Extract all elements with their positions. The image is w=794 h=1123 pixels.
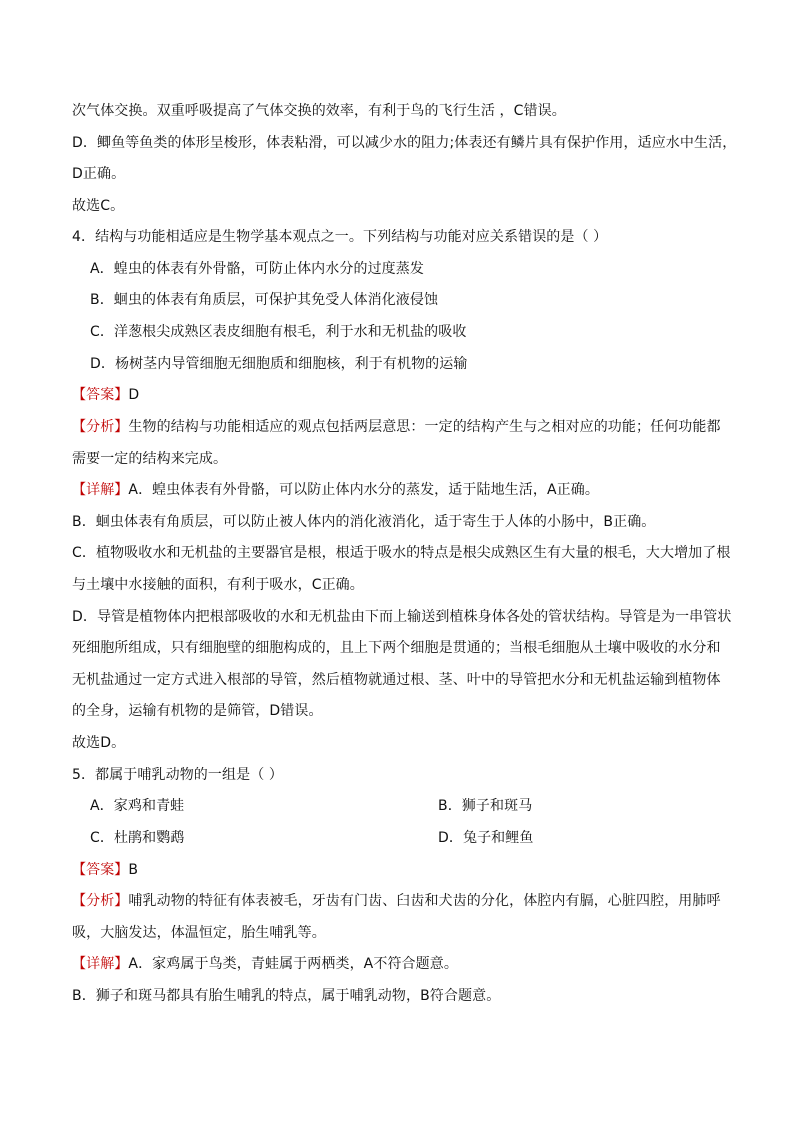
analysis-text: 哺乳动物的特征有体表被毛，牙齿有门齿、臼齿和犬齿的分化，体腔内有膈，心脏四腔，用肺呼	[128, 893, 721, 909]
q5-option-b: B．狮子和斑马	[438, 798, 533, 814]
answer-value: B	[128, 862, 139, 878]
q5-detail	[72, 954, 458, 974]
detail-text: A．蝗虫体表有外骨骼，可以防止体内水分的蒸发，适于陆地生活，A正确。	[128, 482, 599, 498]
q5-analysis-cont: 吸，大脑发达，体温恒定，胎生哺乳等。	[72, 925, 326, 941]
q4-stem: 4．结构与功能相适应是生物学基本观点之一。下列结构与功能对应关系错误的是（ ）	[72, 229, 608, 245]
q4-option-b: B．蛔虫的体表有角质层，可保护其免受人体消化液侵蚀	[90, 292, 439, 308]
q4-analysis-cont: 需要一定的结构来完成。	[72, 451, 228, 467]
q4-analysis	[72, 417, 721, 437]
q4-detail-d2: 死细胞所组成，只有细胞壁的细胞构成的，且上下两个细胞是贯通的；当根毛细胞从土壤中吸收的水分和	[72, 640, 721, 656]
analysis-tag: 【分析】	[72, 419, 129, 435]
q5-analysis	[72, 891, 721, 911]
q4-detail-b: B．蛔虫体表有角质层，可以防止被人体内的消化液消化，适于寄生于人体的小肠中，B正确。	[72, 514, 656, 530]
q5-option-c: C．杜鹃和鹦鹉	[90, 830, 185, 846]
q5-detail-b: B．狮子和斑马都具有胎生哺乳的特点，属于哺乳动物，B符合题意。	[72, 988, 501, 1004]
q4-answer	[72, 385, 139, 405]
q5-stem: 5．都属于哺乳动物的一组是（ ）	[72, 767, 283, 783]
q5-answer	[72, 860, 138, 880]
q4-detail-c1: C．植物吸收水和无机盐的主要器官是根，根适于吸水的特点是根尖成熟区生有大量的根毛，大大增加了根	[72, 545, 731, 561]
prev-line-4: 故选C。	[72, 198, 125, 214]
q5-options-row-2	[90, 828, 534, 848]
detail-text: A．家鸡属于鸟类，青蛙属于两栖类，A不符合题意。	[128, 956, 458, 972]
q4-detail-d4: 的全身，运输有机物的是筛管，D错误。	[72, 703, 323, 719]
detail-tag: 【详解】	[72, 956, 129, 972]
q4-detail-d3: 无机盐通过一定方式进入根部的导管，然后植物就通过根、茎、叶中的导管把水分和无机盐运输到植物体	[72, 672, 721, 688]
detail-tag: 【详解】	[72, 482, 129, 498]
q5-option-d: D．兔子和鲤鱼	[438, 830, 534, 846]
answer-tag: 【答案】	[72, 862, 129, 878]
q4-option-a: A．蝗虫的体表有外骨骼，可防止体内水分的过度蒸发	[90, 261, 424, 277]
q5-option-a: A．家鸡和青蛙	[90, 798, 185, 814]
answer-tag: 【答案】	[72, 387, 129, 403]
q4-option-c: C．洋葱根尖成熟区表皮细胞有根毛，利于水和无机盐的吸收	[90, 324, 467, 340]
prev-line-3: D正确。	[72, 166, 126, 182]
q4-detail-d1: D．导管是植物体内把根部吸收的水和无机盐由下而上输送到植株身体各处的管状结构。导管是为一串管状	[72, 609, 732, 625]
analysis-tag: 【分析】	[72, 893, 129, 909]
q5-options-row-1	[90, 796, 533, 816]
q4-choose: 故选D。	[72, 735, 126, 751]
q4-detail	[72, 480, 599, 500]
q4-detail-c2: 与土壤中水接触的面积，有利于吸水，C正确。	[72, 577, 364, 593]
prev-line-1: 次气体交换。双重呼吸提高了气体交换的效率，有利于鸟的飞行生活 ，C错误。	[72, 103, 566, 119]
answer-value: D	[128, 387, 140, 403]
prev-line-2: D．鲫鱼等鱼类的体形呈梭形，体表粘滑，可以减少水的阻力;体表还有鳞片具有保护作用，适应水中生活，	[72, 135, 737, 151]
q4-option-d: D．杨树茎内导管细胞无细胞质和细胞核，利于有机物的运输	[90, 356, 468, 372]
analysis-text: 生物的结构与功能相适应的观点包括两层意思：一定的结构产生与之相对应的功能；任何功能都	[128, 419, 721, 435]
